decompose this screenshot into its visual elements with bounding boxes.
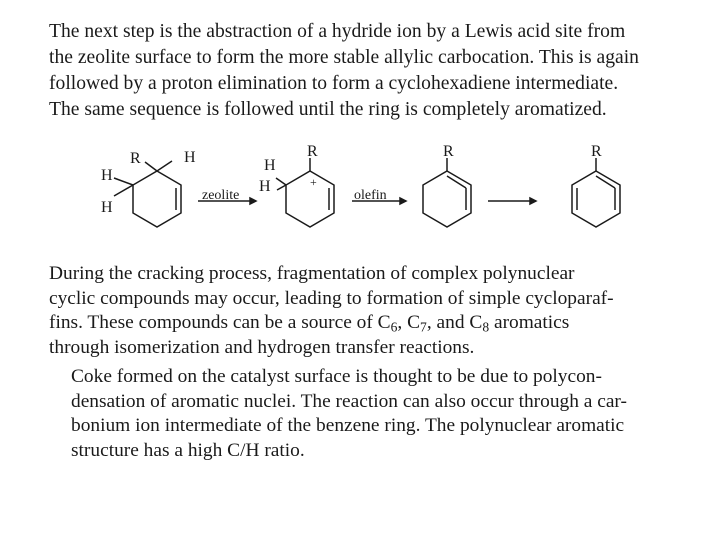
text-fragment: , and C <box>426 312 483 333</box>
cyclohexadiene-molecule <box>423 158 471 227</box>
mol2-h-lower-label: H <box>259 178 271 195</box>
text-line: Coke formed on the catalyst surface is thought to be due to polycon- <box>71 366 602 387</box>
mol3-r-label: R <box>443 143 454 160</box>
text-line: cyclic compounds may occur, leading to formation of simple cycloparaf- <box>49 287 614 309</box>
text-line: followed by a proton elimination to form a cyclohexadiene intermediate. <box>49 73 619 94</box>
benzene-molecule <box>572 158 620 227</box>
mol2-charge-label: + <box>310 175 317 189</box>
text-line <box>49 311 677 336</box>
text-line: densation of aromatic nuclei. The reaction can also occur through a car- <box>71 390 627 412</box>
text-line: structure has a high C/H ratio. <box>71 439 305 461</box>
carbocation-molecule <box>276 158 334 227</box>
text-fragment: fins. These compounds can be a source of C <box>49 312 391 333</box>
mol1-h-left-lower-label: H <box>101 199 113 216</box>
mol2-h-upper-label: H <box>264 157 276 174</box>
paragraph-coke-formation <box>49 365 677 463</box>
text-line: The next step is the abstraction of a hydride ion by a Lewis acid site from <box>49 21 626 42</box>
text-line: through isomerization and hydrogen transfer reactions. <box>49 336 475 358</box>
text-line: During the cracking process, fragmentation of complex polynuclear <box>49 263 575 284</box>
text-fragment: , C <box>397 312 421 333</box>
arrow-zeolite-label: zeolite <box>202 188 240 203</box>
reaction-scheme <box>88 138 648 248</box>
text-line: the zeolite surface to form the more stable allylic carbocation. This is again <box>49 47 639 68</box>
paragraph-cracking-process <box>49 262 677 360</box>
mol4-r-label: R <box>591 143 602 160</box>
subscript-8: 8 <box>482 319 490 335</box>
mol1-r-label: R <box>130 150 141 167</box>
subscript-7: 7 <box>420 319 427 335</box>
mol1-h-left-upper-label: H <box>101 167 113 184</box>
text-fragment: aromatics <box>489 312 570 333</box>
paragraph-hydride-abstraction <box>49 19 673 123</box>
text-line: bonium ion intermediate of the benzene ring. The polynuclear aromatic <box>71 415 625 436</box>
arrow-olefin-label: olefin <box>354 188 387 203</box>
mol1-h-top-label: H <box>184 149 196 166</box>
text-line: The same sequence is followed until the ring is completely aromatized. <box>49 99 607 120</box>
subscript-6: 6 <box>390 319 398 335</box>
cyclohexene-molecule <box>114 161 181 227</box>
mol2-r-label: R <box>307 143 318 160</box>
